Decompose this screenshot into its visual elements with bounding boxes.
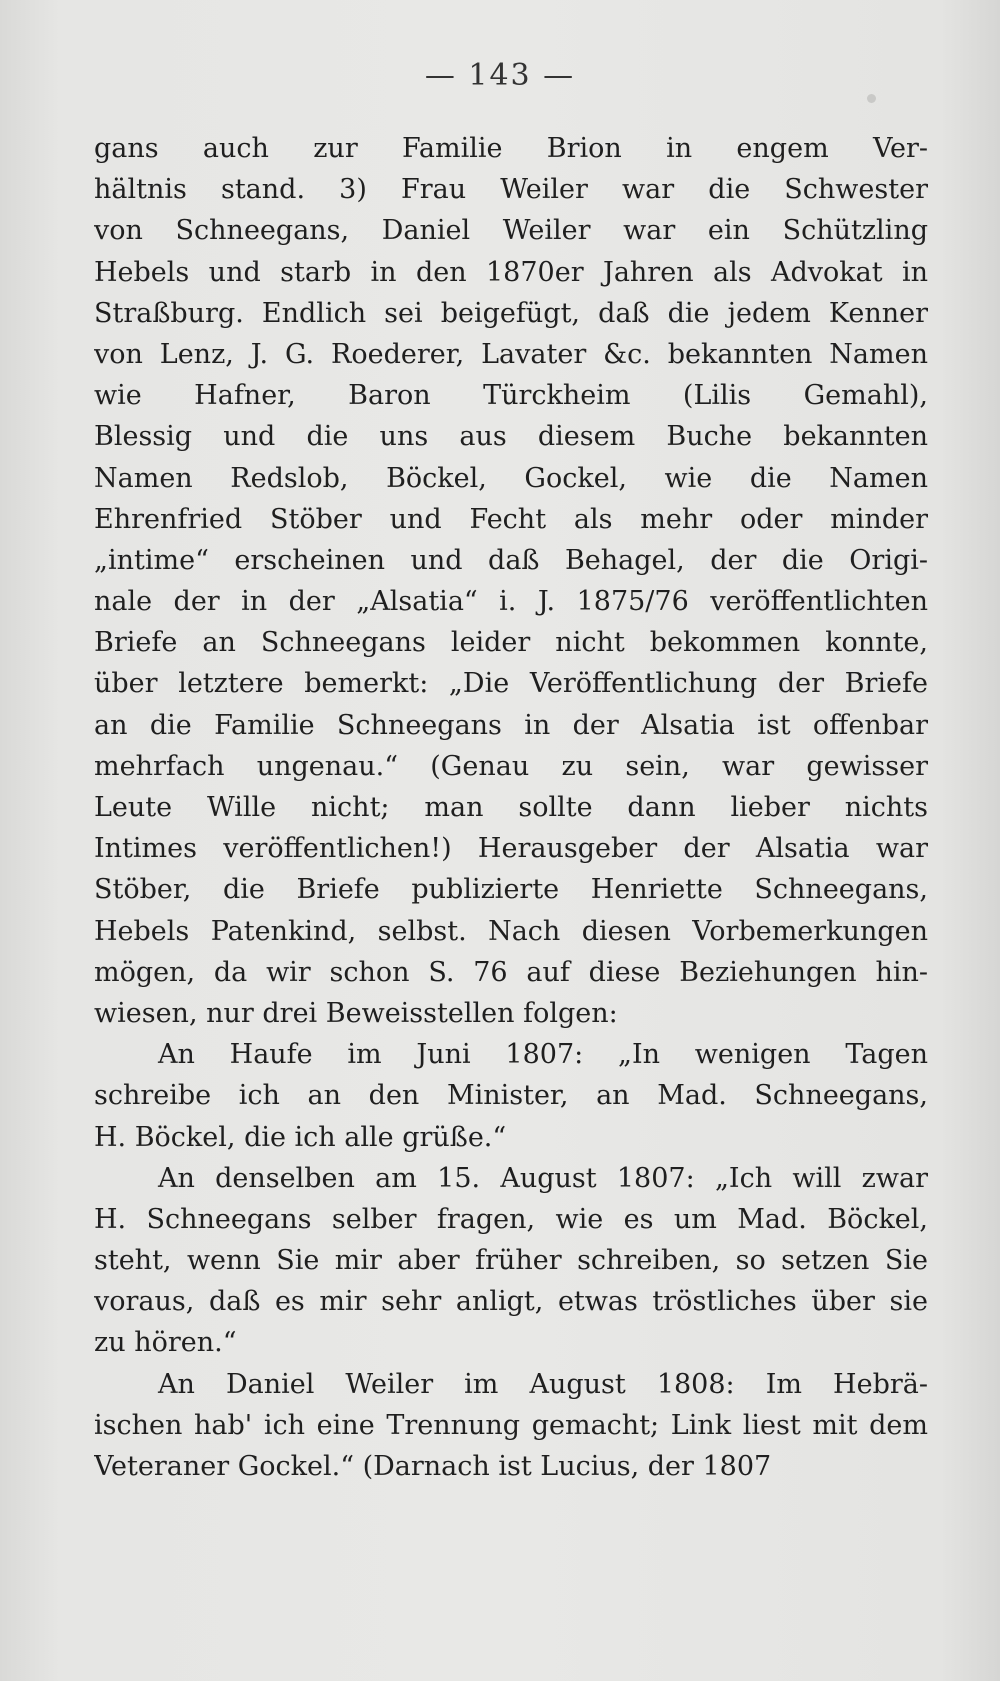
text-line: voraus, daß es mir sehr anligt, etwas tröstliches über sie [94, 1286, 928, 1318]
text-line: An denselben am 15. August 1807: „Ich will zwar [158, 1162, 928, 1194]
text-line: mehrfach ungenau.“ (Genau zu sein, war gewisser [94, 750, 928, 782]
text-line: von Lenz, J. G. Roederer, Lavater &c. bekannten Namen [94, 338, 928, 370]
text-line: An Haufe im Juni 1807: „In wenigen Tagen [158, 1039, 928, 1071]
text-line: wiesen, nur drei Beweisstellen folgen: [94, 997, 618, 1029]
text-line: An Daniel Weiler im August 1808: Im Hebrä- [158, 1368, 928, 1400]
text-line: Ehrenfried Stöber und Fecht als mehr oder minder [94, 503, 928, 535]
text-line: zu hören.“ [94, 1327, 237, 1359]
page-number: — 143 — [424, 58, 576, 93]
paragraph [94, 1158, 928, 1364]
text-line: Veteraner Gockel.“ (Darnach ist Lucius, der 1807 [94, 1451, 772, 1482]
text-line: über letztere bemerkt: „Die Veröffentlichung der Briefe [94, 668, 928, 700]
text-line: H. Schneegans selber fragen, wie es um Mad. Böckel, [94, 1203, 928, 1235]
paragraph [94, 128, 928, 1034]
text-line: Leute Wille nicht; man sollte dann lieber nichts [94, 792, 928, 823]
text-line: H. Böckel, die ich alle grüße.“ [94, 1121, 507, 1153]
text-line: ischen hab' ich eine Trennung gemacht; Link liest mit dem [94, 1409, 928, 1441]
text-line: steht, wenn Sie mir aber früher schreiben, so setzen Sie [94, 1245, 928, 1277]
text-line: mögen, da wir schon S. 76 auf diese Beziehungen hin- [94, 956, 928, 988]
text-line: wie Hafner, Baron Türckheim (Lilis Gemahl), [94, 380, 928, 412]
text-line: Intimes veröffentlichen!) Herausgeber der Alsatia war [94, 833, 928, 865]
body-text [94, 128, 928, 1487]
text-line: Hebels und starb in den 1870er Jahren als Advokat in [94, 256, 928, 288]
text-line: Hebels Patenkind, selbst. Nach diesen Vorbemerkungen [94, 915, 928, 947]
paragraph [94, 1034, 928, 1158]
text-line: Straßburg. Endlich sei beigefügt, daß die jedem Kenner [94, 297, 928, 329]
text-line: Blessig und die uns aus diesem Buche bekannten [94, 421, 928, 453]
text-line: schreibe ich an den Minister, an Mad. Schneegans, [94, 1080, 928, 1112]
text-line: nale der in der „Alsatia“ i. J. 1875/76 veröffentlichten [94, 586, 928, 618]
page-smudge [867, 94, 876, 103]
text-line: an die Familie Schneegans in der Alsatia ist offenbar [94, 709, 928, 741]
text-line: Stöber, die Briefe publizierte Henriette Schneegans, [94, 874, 928, 906]
text-line: Briefe an Schneegans leider nicht bekommen konnte, [94, 627, 928, 659]
text-line: von Schneegans, Daniel Weiler war ein Schützling [94, 215, 928, 247]
text-line: „intime“ erscheinen und daß Behagel, der die Origi- [94, 544, 928, 576]
text-line: hältnis stand. 3) Frau Weiler war die Schwester [94, 174, 928, 206]
text-line: gans auch zur Familie Brion in engem Ver- [94, 133, 928, 164]
text-line: Namen Redslob, Böckel, Gockel, wie die Namen [94, 462, 928, 494]
paragraph [94, 1364, 928, 1488]
